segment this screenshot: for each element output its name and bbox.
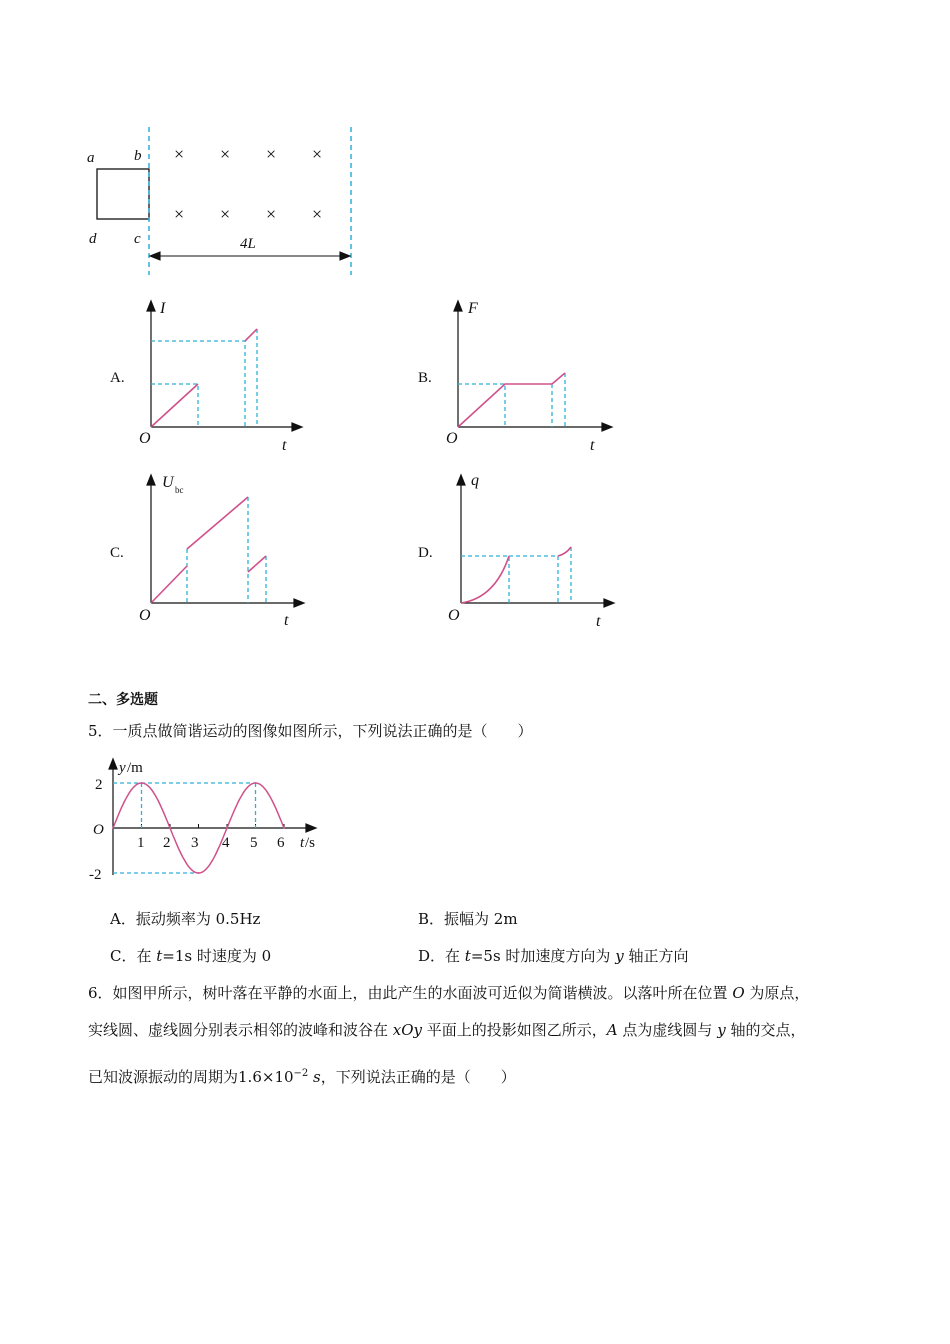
option-c-pre: C．在 bbox=[110, 947, 157, 965]
square-loop bbox=[97, 169, 149, 219]
q6-line-2 bbox=[88, 1020, 805, 1040]
graph-d bbox=[410, 465, 710, 635]
x-tick-1: 1 bbox=[137, 835, 145, 851]
data-point-4 bbox=[226, 827, 228, 829]
x-axis-label: t bbox=[282, 437, 287, 454]
q6-period-unit: s bbox=[308, 1068, 321, 1086]
x-axis-label: t bbox=[284, 612, 289, 629]
graph-c bbox=[100, 465, 400, 635]
axes bbox=[454, 301, 612, 431]
option-d-pre: D．在 bbox=[418, 947, 465, 965]
q6-line-3-post: ，下列说法正确的是（ ） bbox=[320, 1068, 516, 1086]
width-arrow bbox=[150, 252, 350, 260]
x-tick-5: 5 bbox=[250, 835, 258, 851]
field-symbol-8: × bbox=[312, 204, 323, 224]
corner-a-label: a bbox=[87, 150, 95, 166]
q6-line-3-pre: 已知波源振动的周期为 bbox=[88, 1068, 239, 1086]
axes bbox=[147, 475, 304, 607]
guide-lines bbox=[187, 497, 266, 603]
q6-line-2-var: xOy bbox=[392, 1021, 423, 1039]
graph-curve bbox=[151, 329, 257, 427]
axes bbox=[109, 759, 316, 875]
option-c-var: t bbox=[156, 947, 163, 965]
x-tick-3: 3 bbox=[191, 835, 199, 851]
y-tick-2: 2 bbox=[95, 777, 103, 793]
x-axis-unit: /s bbox=[305, 835, 316, 851]
q6-line-2-var2: A bbox=[606, 1021, 618, 1039]
option-label: A. bbox=[110, 370, 125, 386]
q6-line-1-var: O bbox=[732, 984, 745, 1002]
graph-a bbox=[100, 295, 400, 455]
y-axis-label: q bbox=[471, 472, 479, 489]
corner-d-label: d bbox=[89, 231, 97, 247]
field-symbol-2: × bbox=[220, 144, 231, 164]
field-symbol-4: × bbox=[312, 144, 323, 164]
width-label: 4L bbox=[240, 236, 256, 252]
origin-label: O bbox=[139, 430, 151, 447]
option-c-post: =1s 时速度为 0 bbox=[162, 947, 272, 965]
q6-period-exponent: −2 bbox=[293, 1068, 309, 1079]
q6-line-2-var3: y bbox=[717, 1021, 726, 1039]
data-point-0 bbox=[112, 827, 114, 829]
axes bbox=[457, 475, 614, 607]
q5-option-a[interactable]: A．振动频率为 0.5Hz bbox=[110, 910, 261, 928]
y-axis-label: F bbox=[468, 300, 478, 317]
field-symbol-1: × bbox=[174, 144, 185, 164]
option-d-var2: y bbox=[615, 947, 624, 965]
x-tick-2: 2 bbox=[163, 835, 171, 851]
option-d-post: 轴正方向 bbox=[623, 947, 689, 965]
origin-label: O bbox=[93, 822, 104, 838]
q6-period-value: 1.6×10 bbox=[238, 1068, 294, 1086]
field-symbol-7: × bbox=[266, 204, 277, 224]
y-tick-minus-2: -2 bbox=[89, 867, 102, 883]
y-axis-unit: /m bbox=[127, 760, 143, 776]
q6-line-1-pre: 6．如图甲所示，树叶落在平静的水面上，由此产生的水面波可近似为简谐横波。以落叶所在位置 bbox=[88, 984, 733, 1002]
q6-line-2-mid2: 点为虚线圆与 bbox=[617, 1021, 718, 1039]
question-5-stem: 5．一质点做简谐运动的图像如图所示，下列说法正确的是（ ） bbox=[88, 722, 533, 740]
graph-b bbox=[410, 295, 710, 455]
origin-label: O bbox=[446, 430, 458, 447]
q5-option-b[interactable]: B．振幅为 2m bbox=[418, 910, 518, 928]
data-point-5 bbox=[255, 782, 257, 784]
q6-line-1-post: 为原点， bbox=[744, 984, 810, 1002]
guide-lines bbox=[461, 547, 571, 603]
q6-line-2-pre: 实线圆、虚线圆分别表示相邻的波峰和波谷在 bbox=[88, 1021, 393, 1039]
x-tick-6: 6 bbox=[277, 835, 285, 851]
x-axis-var: t bbox=[300, 835, 305, 851]
option-label: D. bbox=[418, 545, 433, 561]
field-symbol-6: × bbox=[220, 204, 231, 224]
data-point-3 bbox=[198, 872, 200, 874]
option-label: B. bbox=[418, 370, 432, 386]
field-symbol-3: × bbox=[266, 144, 277, 164]
q5-vibration-graph bbox=[85, 755, 345, 885]
q5-option-d[interactable] bbox=[418, 946, 688, 966]
q6-line-1 bbox=[88, 983, 809, 1003]
y-axis-label: I bbox=[160, 300, 166, 317]
magnetic-field-symbols bbox=[174, 144, 322, 224]
field-symbol-5: × bbox=[174, 204, 185, 224]
graph-curve bbox=[458, 373, 565, 427]
option-d-var: t bbox=[464, 947, 471, 965]
option-label: C. bbox=[110, 545, 124, 561]
guide-lines bbox=[458, 373, 565, 427]
corner-c-label: c bbox=[134, 231, 141, 247]
data-point-6 bbox=[283, 827, 285, 829]
field-figure bbox=[0, 0, 950, 300]
axes bbox=[147, 301, 302, 431]
y-axis-label: U bbox=[162, 474, 174, 491]
q6-line-2-post: 轴的交点， bbox=[725, 1021, 806, 1039]
x-axis-label: t bbox=[596, 613, 601, 630]
data-point-1 bbox=[141, 782, 143, 784]
origin-label: O bbox=[139, 607, 151, 624]
q6-line-2-mid: 平面上的投影如图乙所示， bbox=[422, 1021, 607, 1039]
y-axis-subscript: bc bbox=[175, 485, 184, 495]
section-title: 二、多选题 bbox=[88, 692, 158, 708]
option-d-mid: =5s 时加速度方向为 bbox=[470, 947, 616, 965]
q6-line-3 bbox=[88, 1064, 516, 1087]
graph-curve bbox=[151, 497, 266, 603]
x-tick-4: 4 bbox=[222, 835, 230, 851]
q5-option-c[interactable] bbox=[110, 946, 271, 966]
data-point-2 bbox=[169, 827, 171, 829]
x-axis-label: t bbox=[590, 437, 595, 454]
corner-b-label: b bbox=[134, 148, 142, 164]
origin-label: O bbox=[448, 607, 460, 624]
y-axis-var: y bbox=[119, 760, 126, 776]
